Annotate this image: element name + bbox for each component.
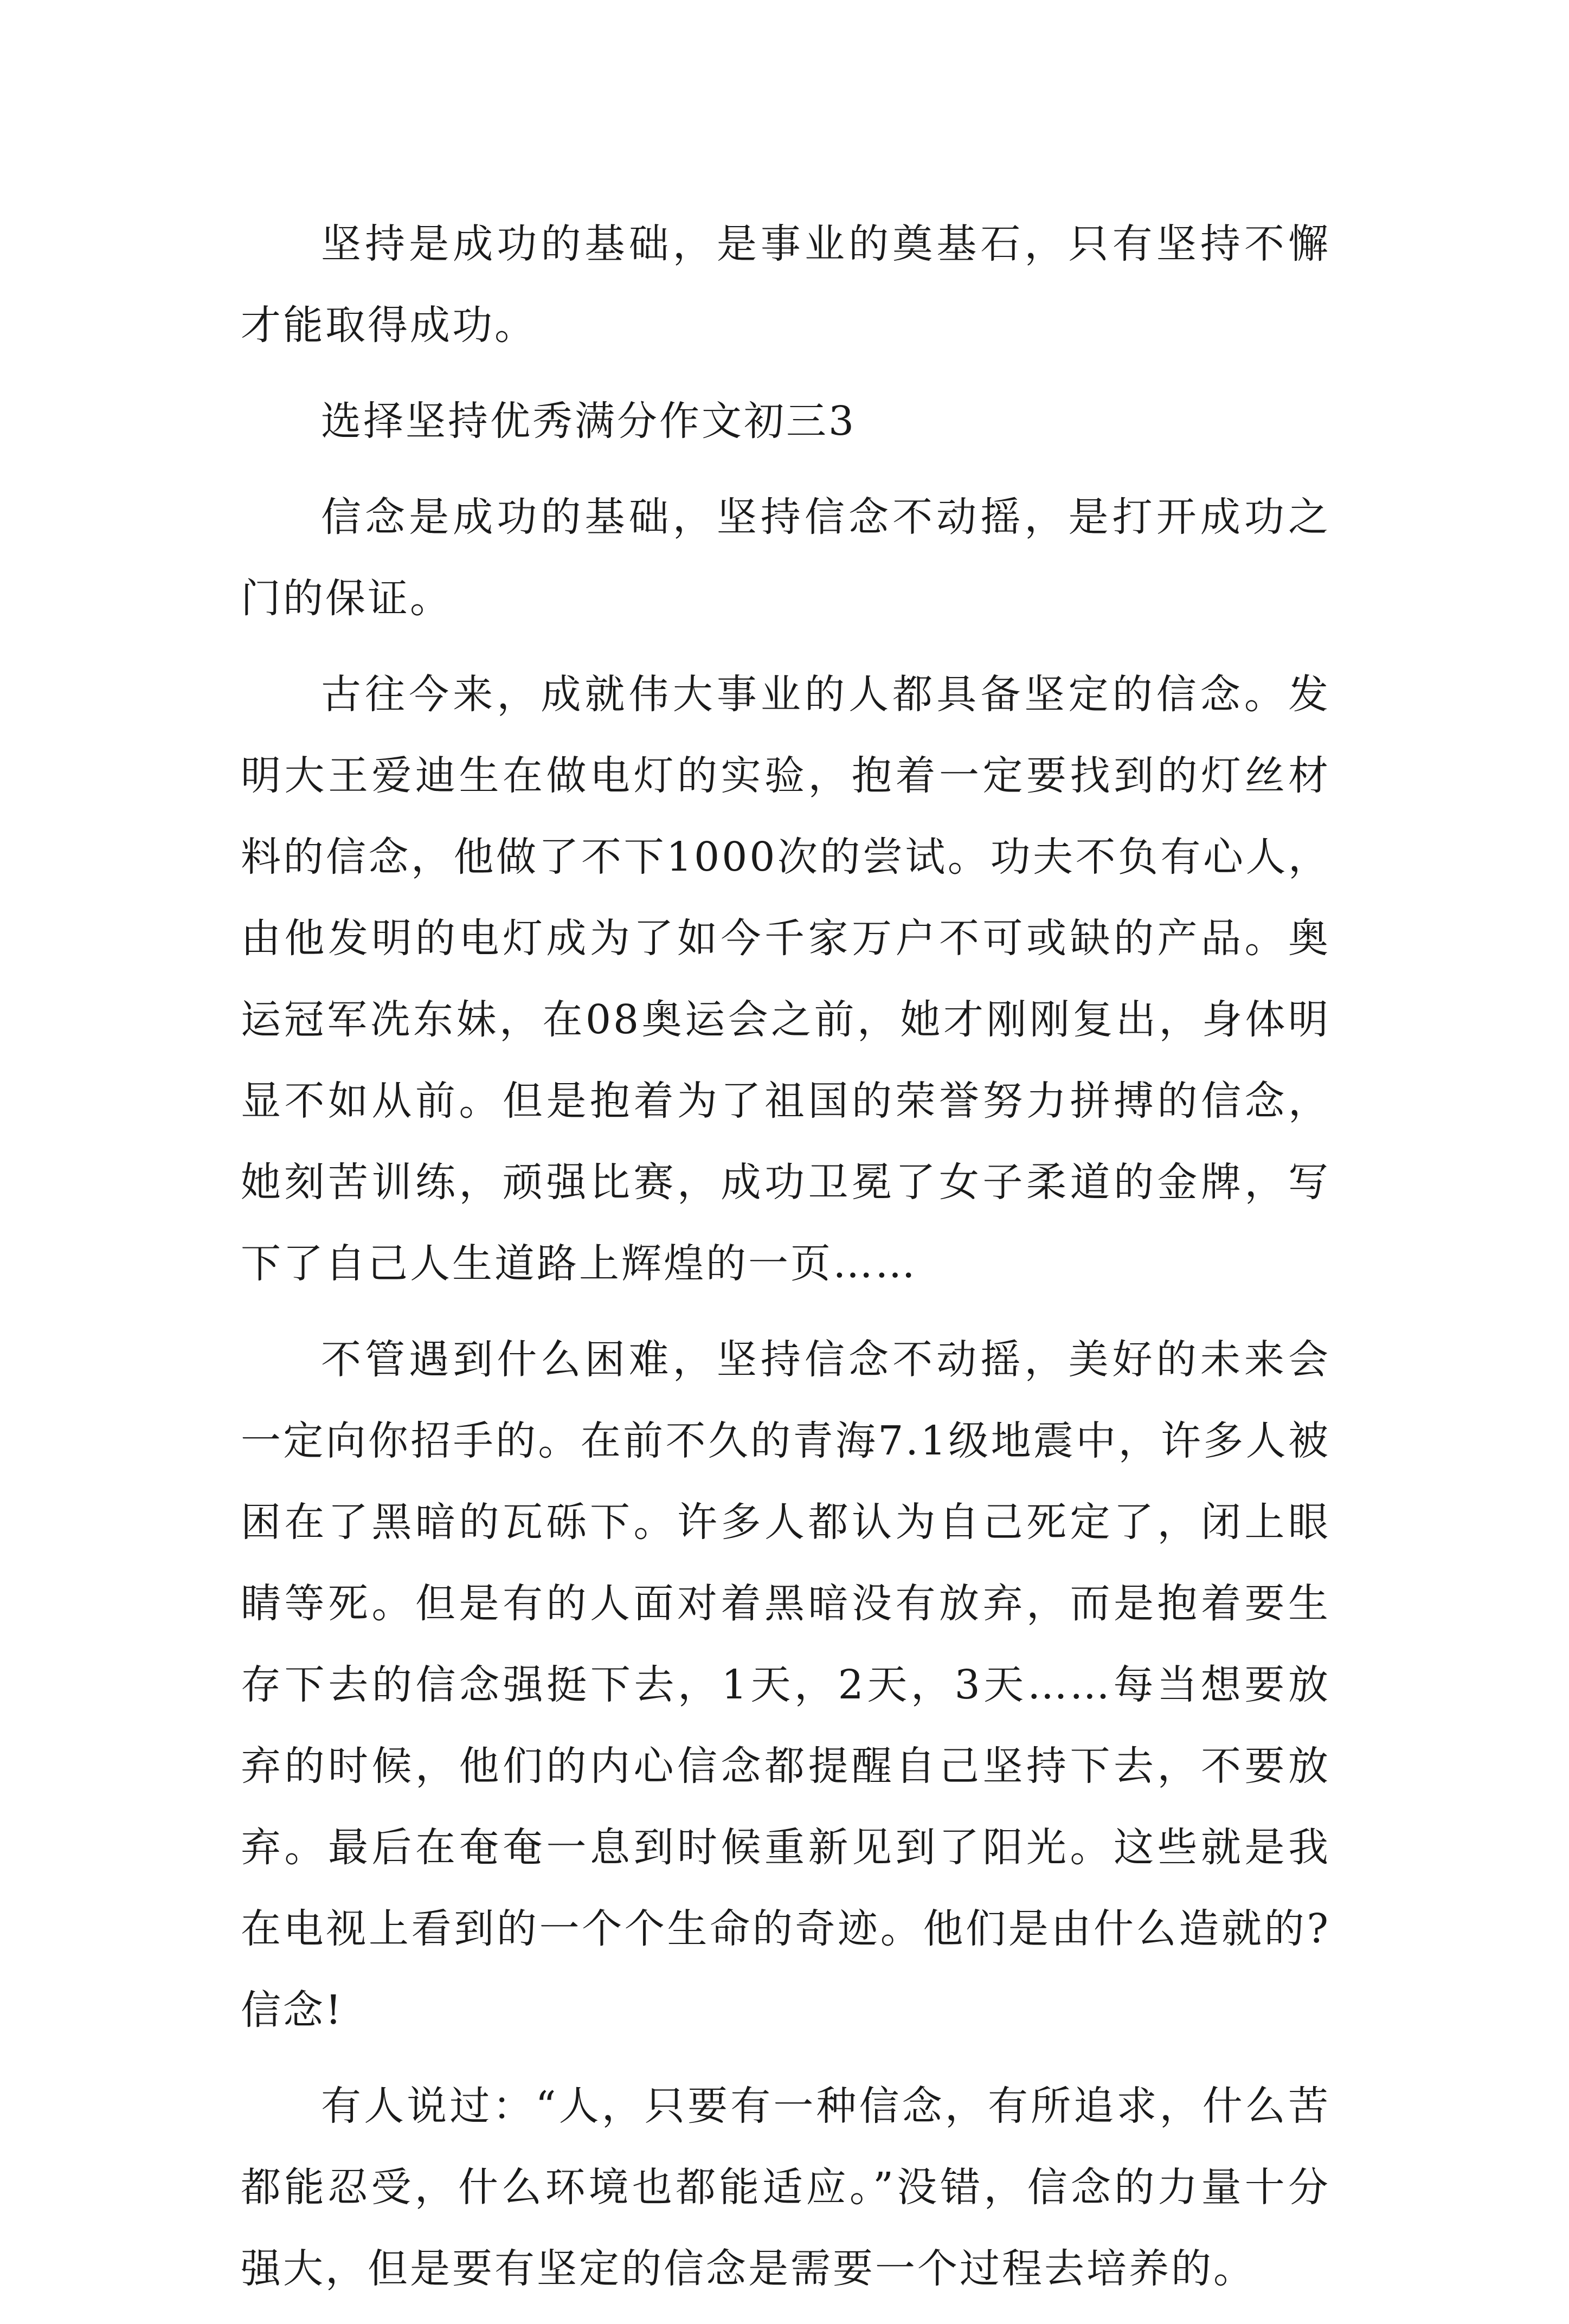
paragraph-quote: 有人说过：“人，只要有一种信念，有所追求，什么苦都能忍受，什么环境也都能适应。”没错，信念的力量十分强大，但是要有坚定的信念是需要一个过程去培养的。 bbox=[241, 2083, 1330, 2292]
document-body bbox=[241, 203, 1330, 2324]
paragraph-earthquake: 不管遇到什么困难，坚持信念不动摇，美好的未来会一定向你招手的。在前不久的青海7.1级地震中，许多人被困在了黑暗的瓦砾下。许多人都认为自己死定了，闭上眼睛等死。但是有的人面对着黑暗没有放弃，而是抱着要生存下去的信念强挺下去，1天，2天，3天……每当想要放弃的时候，他们的内心信念都提醒自己坚持下去，不要放弃。最后在奄奄一息到时候重新见到了阳光。这些就是我在电视上看到的一个个生命的奇迹。他们是由什么造就的?信念! bbox=[241, 1336, 1330, 2033]
paragraph-thesis: 信念是成功的基础，坚持信念不动摇，是打开成功之门的保证。 bbox=[241, 494, 1330, 622]
paragraph-examples: 古往今来，成就伟大事业的人都具备坚定的信念。发明大王爱迪生在做电灯的实验，抱着一定要找到的灯丝材料的信念，他做了不下1000次的尝试。功夫不负有心人，由他发明的电灯成为了如今千家万户不可或缺的产品。奥运冠军冼东妹，在08奥运会之前，她才刚刚复出，身体明显不如从前。但是抱着为了祖国的荣誉努力拼搏的信念，她刻苦训练，顽强比赛，成功卫冕了女子柔道的金牌，写下了自己人生道路上辉煌的一页…… bbox=[241, 671, 1330, 1287]
paragraph-conclusion: 坚持是成功的基础，是事业的奠基石，只有坚持不懈才能取得成功。 bbox=[241, 221, 1330, 349]
essay-heading: 选择坚持优秀满分作文初三3 bbox=[321, 398, 857, 445]
